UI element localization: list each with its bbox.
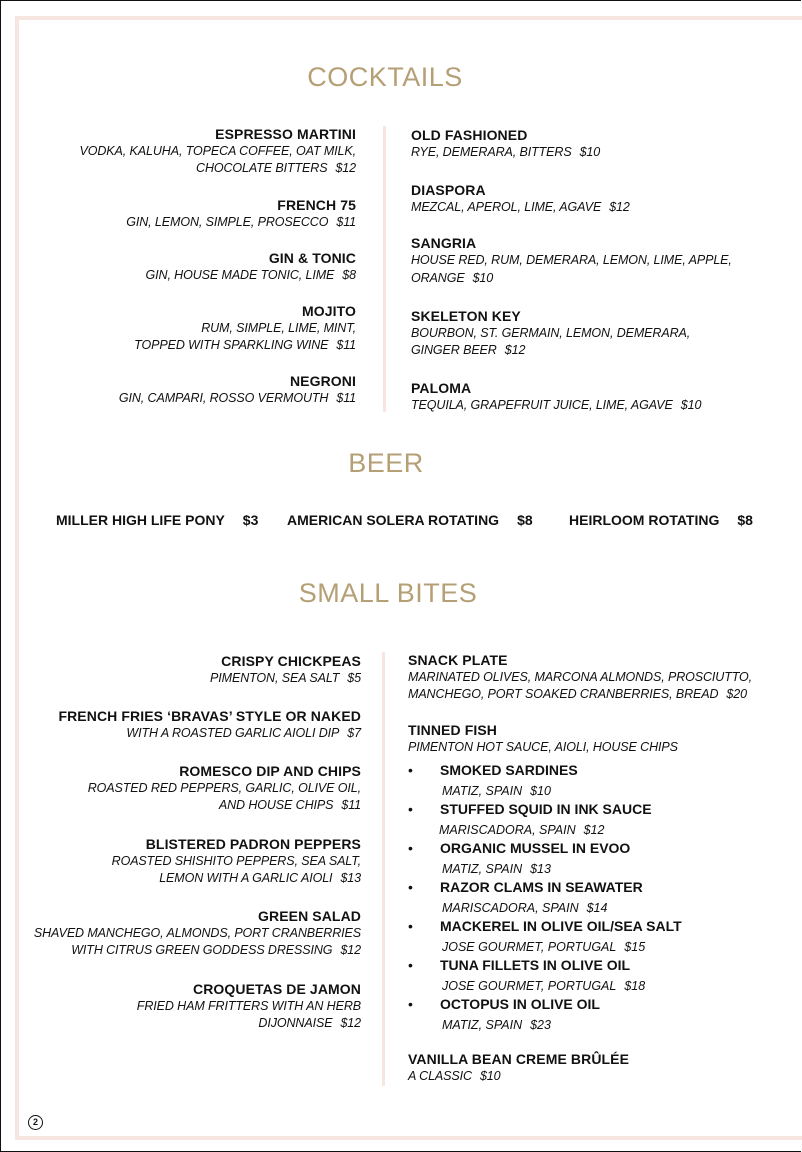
item-name: CRISPY CHICKPEAS (221, 653, 361, 669)
beer-price: $8 (737, 512, 753, 528)
item-desc: RUM, SIMPLE, LIME, MINT, (201, 321, 356, 335)
item-name: SANGRIA (411, 235, 477, 251)
item-name: OLD FASHIONED (411, 127, 528, 143)
item-price: $12 (335, 161, 356, 175)
tin-name: MACKEREL IN OLIVE OIL/SEA SALT (440, 918, 682, 934)
item-desc: GINGER BEER (411, 343, 497, 357)
bite-croquetas (31, 981, 361, 1032)
item-desc: BOURBON, ST. GERMAIN, LEMON, DEMERARA, (411, 326, 691, 340)
item-desc: FRIED HAM FRITTERS WITH AN HERB DIJONNAISE (136, 999, 361, 1030)
item-desc: ROASTED RED PEPPERS, GARLIC, OLIVE OIL, (87, 781, 361, 795)
item-desc: MEZCAL, APEROL, LIME, AGAVE (411, 200, 602, 214)
tin-price: $23 (530, 1018, 551, 1032)
item-name: CROQUETAS DE JAMON (193, 981, 361, 997)
beer-item (569, 512, 753, 528)
tin-price: $13 (530, 862, 551, 876)
item-desc: WITH CITRUS GREEN GODDESS DRESSING (71, 943, 333, 957)
item-price: $11 (336, 338, 356, 352)
item-desc: A CLASSIC (408, 1069, 472, 1083)
item-desc: AND HOUSE CHIPS (218, 798, 334, 812)
bullet: • (408, 918, 413, 934)
bullet: • (408, 879, 413, 895)
tin-origin: JOSE GOURMET, PORTUGAL (442, 979, 617, 993)
cocktail-diaspora (411, 182, 741, 216)
bullet: • (408, 996, 413, 1012)
item-price: $8 (342, 268, 356, 282)
item-desc: VODKA, KALUHA, TOPECA COFFEE, OAT MILK, (79, 144, 356, 158)
item-desc: GIN, CAMPARI, ROSSO VERMOUTH (118, 391, 329, 405)
beer-price: $3 (242, 512, 259, 528)
tin-price: $12 (583, 823, 605, 837)
item-name: SKELETON KEY (411, 308, 521, 324)
item-price: $10 (479, 1069, 501, 1083)
item-price: $12 (504, 343, 526, 357)
item-name: FRENCH 75 (277, 197, 356, 213)
item-price: $12 (609, 200, 630, 214)
bite-crispy-chickpeas (31, 653, 361, 687)
cocktail-sangria (411, 235, 741, 287)
cocktail-mojito (56, 303, 356, 354)
tin-price: $14 (586, 901, 608, 915)
bite-french-fries (31, 708, 361, 742)
item-name: PALOMA (411, 380, 472, 396)
beer-name: MILLER HIGH LIFE PONY (56, 512, 225, 528)
bullet: • (408, 801, 413, 817)
page-number: 2 (28, 1115, 43, 1130)
bullet: • (408, 957, 413, 973)
item-price: $5 (347, 671, 361, 685)
tin-price: $10 (530, 784, 551, 798)
tin-origin: MATIZ, SPAIN (442, 784, 523, 798)
item-desc: GIN, HOUSE MADE TONIC, LIME (145, 268, 335, 282)
item-price: $13 (340, 871, 361, 885)
tin-origin: JOSE GOURMET, PORTUGAL (442, 940, 617, 954)
cocktail-gin-tonic (56, 250, 356, 284)
item-price: $10 (472, 271, 494, 285)
tin-price: $18 (624, 979, 646, 993)
item-desc: ORANGE (411, 271, 465, 285)
item-desc: TEQUILA, GRAPEFRUIT JUICE, LIME, AGAVE (411, 398, 673, 412)
beer-price: $8 (517, 512, 533, 528)
item-name: ESPRESSO MARTINI (215, 126, 356, 142)
tin-origin: MATIZ, SPAIN (442, 862, 523, 876)
item-desc: CHOCOLATE BITTERS (196, 161, 328, 175)
tin-origin: MARISCADORA, SPAIN (439, 823, 576, 837)
cocktail-skeleton-key (411, 308, 741, 359)
tin-price: $15 (624, 940, 646, 954)
bullet: • (408, 840, 413, 856)
item-price: $11 (336, 215, 356, 229)
item-desc: WITH A ROASTED GARLIC AIOLI DIP (126, 726, 340, 740)
cocktail-french-75 (56, 197, 356, 231)
item-name: DIASPORA (411, 182, 486, 198)
tin-name: ORGANIC MUSSEL IN EVOO (440, 840, 631, 856)
beer-heading: BEER (348, 448, 424, 478)
item-desc: PIMENTON HOT SAUCE, AIOLI, HOUSE CHIPS (408, 740, 678, 754)
tin-name: TUNA FILLETS IN OLIVE OIL (440, 957, 631, 973)
item-price: $7 (347, 726, 361, 740)
item-name: NEGRONI (289, 373, 356, 389)
item-desc: MANCHEGO, PORT SOAKED CRANBERRIES, BREAD (408, 687, 719, 701)
dessert-creme-brulee (408, 1051, 788, 1085)
item-price: $11 (336, 391, 356, 405)
item-desc: SHAVED MANCHEGO, ALMONDS, PORT CRANBERRIES (33, 926, 361, 940)
item-price: $10 (680, 398, 702, 412)
item-desc: RYE, DEMERARA, BITTERS (411, 145, 572, 159)
bullet: • (408, 762, 413, 778)
beer-item (56, 512, 258, 528)
item-desc: ROASTED SHISHITO PEPPERS, SEA SALT, (111, 854, 361, 868)
bite-green-salad (31, 908, 361, 959)
cocktail-old-fashioned (411, 127, 741, 161)
item-price: $12 (340, 1016, 361, 1030)
item-name: GIN & TONIC (268, 250, 356, 266)
item-desc: LEMON WITH A GARLIC AIOLI (159, 871, 333, 885)
item-name: SNACK PLATE (408, 652, 508, 668)
beer-name: AMERICAN SOLERA ROTATING (287, 512, 500, 528)
item-name: ROMESCO DIP AND CHIPS (179, 763, 361, 779)
tin-name: SMOKED SARDINES (440, 762, 578, 778)
beer-name: HEIRLOOM ROTATING (569, 512, 720, 528)
item-desc: GIN, LEMON, SIMPLE, PROSECCO (126, 215, 329, 229)
item-price: $12 (340, 943, 361, 957)
item-name: FRENCH FRIES ‘BRAVAS’ STYLE OR NAKED (58, 708, 361, 724)
tin-name: RAZOR CLAMS IN SEAWATER (440, 879, 643, 895)
tin-origin: MATIZ, SPAIN (442, 1018, 523, 1032)
small-bites-heading: SMALL BITES (298, 578, 478, 608)
item-price: $20 (726, 687, 747, 701)
item-price: $10 (579, 145, 601, 159)
item-desc: HOUSE RED, RUM, DEMERARA, LEMON, LIME, APPLE, (411, 253, 732, 267)
tin-name: OCTOPUS IN OLIVE OIL (440, 996, 600, 1012)
item-desc: PIMENTON, SEA SALT (210, 671, 340, 685)
tin-origin: MARISCADORA, SPAIN (442, 901, 579, 915)
cocktail-paloma (411, 380, 741, 414)
item-price: $11 (341, 798, 361, 812)
bite-tinned-fish (408, 722, 788, 756)
bite-romesco (31, 763, 361, 814)
item-name: TINNED FISH (408, 722, 497, 738)
bite-snack-plate (408, 652, 788, 703)
item-name: GREEN SALAD (258, 908, 361, 924)
bite-padron-peppers (31, 836, 361, 887)
cocktails-divider (383, 126, 386, 412)
tin-name: STUFFED SQUID IN INK SAUCE (440, 801, 652, 817)
item-name: VANILLA BEAN CREME BRÛLÉE (408, 1051, 630, 1067)
item-desc: MARINATED OLIVES, MARCONA ALMONDS, PROSCIUTTO, (408, 670, 753, 684)
cocktails-heading: COCKTAILS (307, 62, 463, 92)
item-name: MOJITO (301, 303, 356, 319)
item-name: BLISTERED PADRON PEPPERS (145, 836, 361, 852)
cocktail-negroni (56, 373, 356, 407)
beer-item (287, 512, 533, 528)
small-bites-divider (382, 652, 385, 1086)
cocktail-espresso-martini (56, 126, 356, 177)
item-desc: TOPPED WITH SPARKLING WINE (134, 338, 329, 352)
